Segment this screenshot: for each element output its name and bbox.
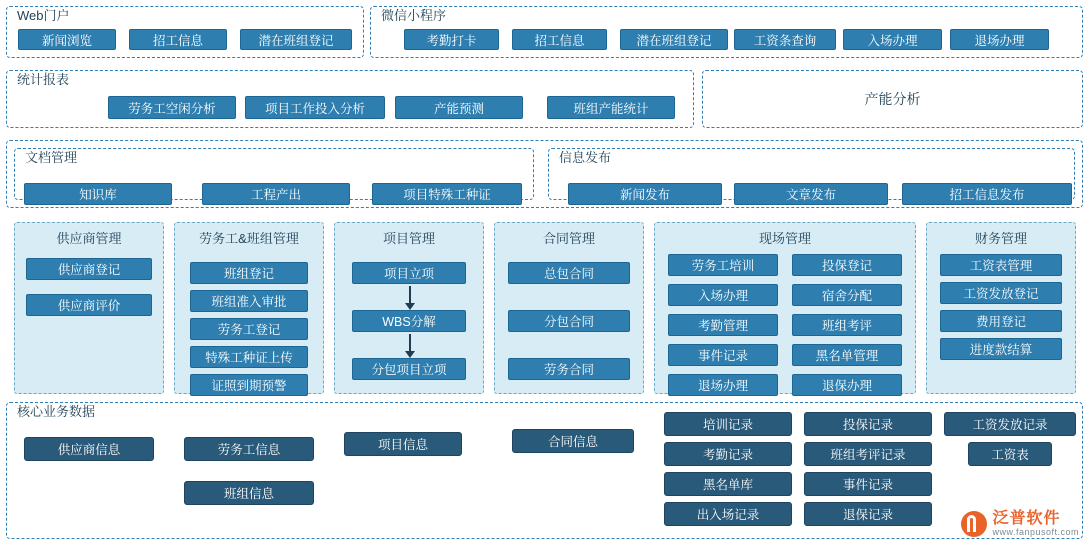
btn-payroll-management[interactable]: 工资表管理 xyxy=(940,254,1062,276)
panel-title-worker-team-management: 劳务工&班组管理 xyxy=(199,231,299,246)
data-attendance-record[interactable]: 考勤记录 xyxy=(664,442,792,466)
btn-wechat-recruit-info[interactable]: 招工信息 xyxy=(512,29,607,50)
btn-payslip-query[interactable]: 工资条查询 xyxy=(734,29,836,50)
btn-news-browse[interactable]: 新闻浏览 xyxy=(18,29,116,50)
btn-expense-register[interactable]: 费用登记 xyxy=(940,310,1062,332)
btn-blacklist-management[interactable]: 黑名单管理 xyxy=(792,344,902,366)
btn-main-contract[interactable]: 总包合同 xyxy=(508,262,630,284)
btn-recruit-info[interactable]: 招工信息 xyxy=(129,29,227,50)
data-team-evaluation-record[interactable]: 班组考评记录 xyxy=(804,442,932,466)
data-payroll-table[interactable]: 工资表 xyxy=(968,442,1052,466)
btn-engineering-output[interactable]: 工程产出 xyxy=(202,183,350,205)
data-insurance-refund-record[interactable]: 退保记录 xyxy=(804,502,932,526)
panel-title-supplier-management: 供应商管理 xyxy=(56,231,122,246)
group-title-info-publish: 信息发布 xyxy=(559,150,612,165)
btn-insurance-refund-handling[interactable]: 退保办理 xyxy=(792,374,902,396)
data-project-info[interactable]: 项目信息 xyxy=(344,432,462,456)
brand-logo xyxy=(961,511,1079,537)
btn-recruit-info-publish[interactable]: 招工信息发布 xyxy=(902,183,1072,205)
btn-project-special-cert[interactable]: 项目特殊工种证 xyxy=(372,183,522,205)
group-capacity-analysis xyxy=(702,70,1083,128)
btn-worker-training[interactable]: 劳务工培训 xyxy=(668,254,778,276)
btn-event-record[interactable]: 事件记录 xyxy=(668,344,778,366)
btn-team-access-approval[interactable]: 班组准入审批 xyxy=(190,290,308,312)
btn-idle-worker-analysis[interactable]: 劳务工空闲分析 xyxy=(108,96,236,119)
btn-team-capacity-stats[interactable]: 班组产能统计 xyxy=(547,96,675,119)
btn-potential-team-register[interactable]: 潜在班组登记 xyxy=(240,29,352,50)
group-title-web-portal: Web门户 xyxy=(17,8,70,23)
btn-site-entry-handling[interactable]: 入场办理 xyxy=(668,284,778,306)
panel-title-contract-management: 合同管理 xyxy=(542,231,595,246)
data-insurance-record[interactable]: 投保记录 xyxy=(804,412,932,436)
logo-company-name: 泛普软件 xyxy=(992,509,1061,527)
btn-dormitory-allocation[interactable]: 宿舍分配 xyxy=(792,284,902,306)
btn-wechat-potential-team-register[interactable]: 潜在班组登记 xyxy=(620,29,728,50)
data-team-info[interactable]: 班组信息 xyxy=(184,481,314,505)
btn-progress-payment-settlement[interactable]: 进度款结算 xyxy=(940,338,1062,360)
panel-site-management xyxy=(654,222,916,394)
panel-title-site-management: 现场管理 xyxy=(758,231,811,246)
data-salary-payment-record[interactable]: 工资发放记录 xyxy=(944,412,1076,436)
btn-supplier-register[interactable]: 供应商登记 xyxy=(26,258,152,280)
label-capacity-analysis: 产能分析 xyxy=(864,91,921,107)
btn-special-cert-upload[interactable]: 特殊工种证上传 xyxy=(190,346,308,368)
btn-article-publish[interactable]: 文章发布 xyxy=(734,183,888,205)
btn-subcontract[interactable]: 分包合同 xyxy=(508,310,630,332)
panel-title-finance-management: 财务管理 xyxy=(974,231,1027,246)
logo-website: www.fanpusoft.com xyxy=(992,526,1079,537)
btn-cert-expiry-alert[interactable]: 证照到期预警 xyxy=(190,374,308,396)
btn-attendance-punch[interactable]: 考勤打卡 xyxy=(404,29,499,50)
btn-labor-contract[interactable]: 劳务合同 xyxy=(508,358,630,380)
btn-supplier-evaluation[interactable]: 供应商评价 xyxy=(26,294,152,316)
btn-knowledge-base[interactable]: 知识库 xyxy=(24,183,172,205)
btn-insurance-register[interactable]: 投保登记 xyxy=(792,254,902,276)
panel-finance-management xyxy=(926,222,1076,394)
btn-team-evaluation[interactable]: 班组考评 xyxy=(792,314,902,336)
btn-entry-handling[interactable]: 入场办理 xyxy=(843,29,942,50)
btn-subcontract-project-initiation[interactable]: 分包项目立项 xyxy=(352,358,466,380)
data-entry-exit-record[interactable]: 出入场记录 xyxy=(664,502,792,526)
btn-project-workload-analysis[interactable]: 项目工作投入分析 xyxy=(245,96,385,119)
data-contract-info[interactable]: 合同信息 xyxy=(512,429,634,453)
btn-project-initiation[interactable]: 项目立项 xyxy=(352,262,466,284)
group-title-doc-manage: 文档管理 xyxy=(25,150,78,165)
group-title-stats-report: 统计报表 xyxy=(17,72,70,87)
logo-text xyxy=(992,511,1079,537)
btn-attendance-management[interactable]: 考勤管理 xyxy=(668,314,778,336)
btn-salary-payment-register[interactable]: 工资发放登记 xyxy=(940,282,1062,304)
btn-team-register[interactable]: 班组登记 xyxy=(190,262,308,284)
data-supplier-info[interactable]: 供应商信息 xyxy=(24,437,154,461)
btn-site-exit-handling[interactable]: 退场办理 xyxy=(668,374,778,396)
btn-worker-register[interactable]: 劳务工登记 xyxy=(190,318,308,340)
data-training-record[interactable]: 培训记录 xyxy=(664,412,792,436)
panel-title-project-management: 项目管理 xyxy=(382,231,435,246)
data-event-record[interactable]: 事件记录 xyxy=(804,472,932,496)
group-title-wechat-mini: 微信小程序 xyxy=(381,8,447,23)
btn-capacity-forecast[interactable]: 产能预测 xyxy=(395,96,523,119)
data-blacklist-library[interactable]: 黑名单库 xyxy=(664,472,792,496)
btn-wbs-breakdown[interactable]: WBS分解 xyxy=(352,310,466,332)
data-worker-info[interactable]: 劳务工信息 xyxy=(184,437,314,461)
logo-mark-icon xyxy=(961,511,987,537)
btn-exit-handling[interactable]: 退场办理 xyxy=(950,29,1049,50)
group-title-core-business-data: 核心业务数据 xyxy=(17,404,96,419)
btn-news-publish[interactable]: 新闻发布 xyxy=(568,183,722,205)
